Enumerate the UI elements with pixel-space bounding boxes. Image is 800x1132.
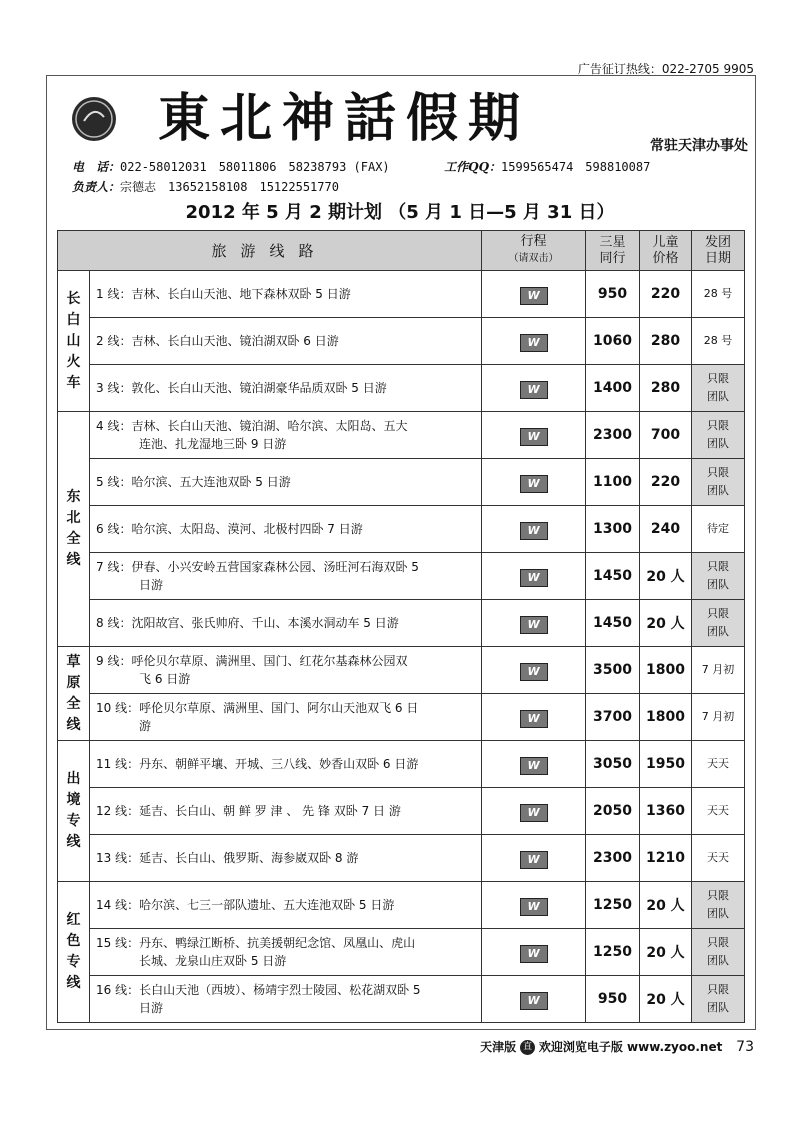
adult-price: 1400 [586, 365, 640, 412]
word-doc-icon[interactable]: W [520, 334, 548, 352]
route-text: 1 线：吉林、长白山天池、地下森林双卧 5 日游 [96, 287, 351, 301]
header-route: 旅游线路 [58, 231, 482, 271]
departure-date [692, 976, 745, 1023]
manager-value: 宗德志 13652158108 15122551770 [120, 180, 339, 194]
route-cell [90, 647, 482, 694]
route-text-cont: 长城、龙泉山庄双卧 5 日游 [139, 954, 287, 968]
adult-price: 1250 [586, 929, 640, 976]
word-doc-icon[interactable]: W [520, 381, 548, 399]
date-text: 只限 [707, 936, 730, 949]
itinerary-cell[interactable] [482, 741, 586, 788]
child-price: 280 [640, 365, 692, 412]
table-row [58, 882, 745, 929]
word-doc-icon[interactable]: W [520, 287, 548, 305]
table-row [58, 271, 745, 318]
date-text: 只限 [707, 372, 730, 385]
word-doc-icon[interactable]: W [520, 522, 548, 540]
route-text-cont: 游 [139, 719, 152, 733]
departure-date [692, 929, 745, 976]
table-row [58, 647, 745, 694]
departure-date [692, 318, 745, 365]
footer [480, 1038, 754, 1055]
route-text: 10 线：呼伦贝尔草原、满洲里、国门、阿尔山天池双飞 6 日 [96, 701, 419, 715]
table-row [58, 412, 745, 459]
child-price: 1800 [640, 647, 692, 694]
phone-value: 022-58012031 58011806 58238793 (FAX) [120, 160, 390, 174]
route-text: 4 线：吉林、长白山天池、镜泊湖、哈尔滨、太阳岛、五大 [96, 419, 408, 433]
qq-label: 工作QQ： [444, 160, 502, 174]
brand-logo-icon [70, 95, 118, 143]
word-doc-icon[interactable]: W [520, 898, 548, 916]
header-adult-1: 三星 [599, 234, 626, 250]
header-child-1: 儿童 [652, 234, 679, 250]
ad-hotline: 广告征订热线：022-2705 9905 [577, 62, 754, 76]
category-label [58, 647, 90, 741]
route-text: 8 线：沈阳故宫、张氏帅府、千山、本溪水洞动车 5 日游 [96, 616, 399, 630]
departure-date [692, 271, 745, 318]
contact-phone [72, 158, 650, 175]
header-child-2: 价格 [652, 250, 679, 266]
route-cell [90, 788, 482, 835]
adult-price: 1450 [586, 600, 640, 647]
table-header-row [58, 231, 745, 271]
header-adult-price [586, 231, 640, 271]
table-row [58, 694, 745, 741]
route-text: 11 线：丹东、朝鲜平壤、开城、三八线、妙香山双卧 6 日游 [96, 757, 419, 771]
table-row [58, 976, 745, 1023]
word-doc-icon[interactable]: W [520, 804, 548, 822]
word-doc-icon[interactable]: W [520, 992, 548, 1010]
category-text: 东北全线 [66, 489, 81, 568]
departure-date [692, 788, 745, 835]
route-text-cont: 飞 6 日游 [139, 672, 191, 686]
date-text: 天天 [707, 804, 730, 817]
table-row [58, 553, 745, 600]
route-cell [90, 600, 482, 647]
adult-price: 2050 [586, 788, 640, 835]
itinerary-cell[interactable] [482, 600, 586, 647]
route-cell [90, 741, 482, 788]
itinerary-cell[interactable] [482, 647, 586, 694]
child-price: 20 人 [640, 882, 692, 929]
word-doc-icon[interactable]: W [520, 616, 548, 634]
adult-price: 1300 [586, 506, 640, 553]
contact-manager [72, 178, 339, 195]
child-price: 1210 [640, 835, 692, 882]
adult-price: 2300 [586, 835, 640, 882]
qq-value: 1599565474 598810087 [501, 160, 651, 174]
header-date-2: 日期 [705, 250, 732, 266]
route-cell [90, 553, 482, 600]
route-text-cont: 日游 [139, 1001, 164, 1015]
itinerary-cell[interactable] [482, 318, 586, 365]
adult-price: 950 [586, 271, 640, 318]
date-text: 只限 [707, 560, 730, 573]
route-cell [90, 694, 482, 741]
table-row [58, 506, 745, 553]
date-text: 只限 [707, 466, 730, 479]
child-price: 220 [640, 459, 692, 506]
route-text: 3 线：敦化、长白山天池、镜泊湖豪华品质双卧 5 日游 [96, 381, 387, 395]
header-date-1: 发团 [705, 234, 732, 250]
table-row [58, 600, 745, 647]
departure-date [692, 459, 745, 506]
page-number: 73 [736, 1039, 754, 1055]
itinerary-cell[interactable] [482, 412, 586, 459]
route-text: 15 线：丹东、鸭绿江断桥、抗美援朝纪念馆、凤凰山、虎山 [96, 936, 416, 950]
date-text: 28 号 [703, 287, 733, 300]
word-doc-icon[interactable]: W [520, 945, 548, 963]
word-doc-icon[interactable]: W [520, 428, 548, 446]
departure-date [692, 553, 745, 600]
office-label: 常驻天津办事处 [650, 138, 748, 154]
itinerary-cell[interactable] [482, 553, 586, 600]
itinerary-cell[interactable] [482, 929, 586, 976]
category-label [58, 882, 90, 1023]
word-doc-icon[interactable]: W [520, 569, 548, 587]
date-text: 只限 [707, 419, 730, 432]
date-text: 天天 [707, 757, 730, 770]
category-label [58, 271, 90, 412]
date-text: 只限 [707, 889, 730, 902]
table-row [58, 788, 745, 835]
date-text: 28 号 [703, 334, 733, 347]
route-text: 13 线：延吉、长白山、俄罗斯、海参崴双卧 8 游 [96, 851, 359, 865]
adult-price: 1450 [586, 553, 640, 600]
child-price: 1950 [640, 741, 692, 788]
child-price: 20 人 [640, 553, 692, 600]
footer-badge-icon: 直 [520, 1040, 535, 1055]
route-cell [90, 412, 482, 459]
word-doc-icon[interactable]: W [520, 757, 548, 775]
departure-date [692, 741, 745, 788]
adult-price: 3700 [586, 694, 640, 741]
departure-date [692, 412, 745, 459]
route-text: 12 线：延吉、长白山、朝 鲜 罗 津 、 先 锋 双卧 7 日 游 [96, 804, 401, 818]
date-text-2: 团队 [707, 390, 730, 403]
phone-label: 电 话： [72, 160, 121, 174]
route-text: 16 线：长白山天池（西坡）、杨靖宇烈士陵园、松花湖双卧 5 [96, 983, 421, 997]
itinerary-cell[interactable] [482, 459, 586, 506]
table-row [58, 459, 745, 506]
header-itinerary [482, 231, 586, 271]
route-text: 14 线：哈尔滨、七三一部队遗址、五大连池双卧 5 日游 [96, 898, 395, 912]
word-doc-icon[interactable]: W [520, 710, 548, 728]
route-text: 7 线：伊春、小兴安岭五营国家森林公园、汤旺河石海双卧 5 [96, 560, 419, 574]
adult-price: 1250 [586, 882, 640, 929]
departure-date [692, 835, 745, 882]
table-row [58, 835, 745, 882]
brand-title: 東北神話假期 [158, 88, 531, 149]
footer-edition: 天津版 [480, 1040, 517, 1054]
manager-label: 负责人： [72, 180, 121, 194]
adult-price: 2300 [586, 412, 640, 459]
footer-text: 欢迎浏览电子版 www.zyoo.net [538, 1040, 723, 1054]
routes-table [57, 230, 745, 1023]
departure-date [692, 506, 745, 553]
departure-date [692, 647, 745, 694]
word-doc-icon[interactable]: W [520, 851, 548, 869]
date-text-2: 团队 [707, 437, 730, 450]
header-adult-2: 同行 [599, 250, 626, 266]
route-cell [90, 365, 482, 412]
route-text: 2 线：吉林、长白山天池、镜泊湖双卧 6 日游 [96, 334, 339, 348]
child-price: 20 人 [640, 600, 692, 647]
adult-price: 3050 [586, 741, 640, 788]
date-text: 7 月初 [701, 663, 735, 676]
category-text: 长白山火车 [66, 290, 81, 391]
child-price: 700 [640, 412, 692, 459]
route-cell [90, 271, 482, 318]
adult-price: 1060 [586, 318, 640, 365]
route-text: 9 线：呼伦贝尔草原、满洲里、国门、红花尔基森林公园双 [96, 654, 408, 668]
date-text-2: 团队 [707, 484, 730, 497]
route-cell [90, 835, 482, 882]
route-cell [90, 459, 482, 506]
word-doc-icon[interactable]: W [520, 475, 548, 493]
date-text: 待定 [707, 522, 730, 535]
itinerary-cell[interactable] [482, 788, 586, 835]
child-price: 20 人 [640, 976, 692, 1023]
date-text: 只限 [707, 607, 730, 620]
category-label [58, 741, 90, 882]
child-price: 1360 [640, 788, 692, 835]
route-cell [90, 318, 482, 365]
route-text: 5 线：哈尔滨、五大连池双卧 5 日游 [96, 475, 291, 489]
table-row [58, 365, 745, 412]
route-text-cont: 日游 [139, 578, 164, 592]
departure-date [692, 882, 745, 929]
itinerary-cell[interactable] [482, 271, 586, 318]
route-cell [90, 506, 482, 553]
child-price: 280 [640, 318, 692, 365]
adult-price: 3500 [586, 647, 640, 694]
itinerary-cell[interactable] [482, 976, 586, 1023]
date-text-2: 团队 [707, 954, 730, 967]
table-row [58, 929, 745, 976]
itinerary-cell[interactable] [482, 694, 586, 741]
departure-date [692, 694, 745, 741]
header-itinerary-label: 行程 [520, 234, 547, 249]
header-departure [692, 231, 745, 271]
header-child-price [640, 231, 692, 271]
route-cell [90, 976, 482, 1023]
adult-price: 1100 [586, 459, 640, 506]
category-text: 草原全线 [66, 653, 81, 733]
date-text: 只限 [707, 983, 730, 996]
route-cell [90, 929, 482, 976]
date-text-2: 团队 [707, 1001, 730, 1014]
itinerary-cell[interactable] [482, 835, 586, 882]
table-row [58, 741, 745, 788]
category-text: 出境专线 [66, 771, 81, 850]
adult-price: 950 [586, 976, 640, 1023]
plan-title: 2012 年 5 月 2 期计划 （5 月 1 日—5 月 31 日） [185, 202, 615, 223]
category-label [58, 412, 90, 647]
child-price: 240 [640, 506, 692, 553]
word-doc-icon[interactable]: W [520, 663, 548, 681]
date-text-2: 团队 [707, 578, 730, 591]
date-text: 天天 [707, 851, 730, 864]
route-cell [90, 882, 482, 929]
child-price: 1800 [640, 694, 692, 741]
header-itinerary-sub: （请双击） [508, 253, 559, 264]
table-row [58, 318, 745, 365]
itinerary-cell[interactable] [482, 882, 586, 929]
itinerary-cell[interactable] [482, 506, 586, 553]
itinerary-cell[interactable] [482, 365, 586, 412]
departure-date [692, 365, 745, 412]
departure-date [692, 600, 745, 647]
category-text: 红色专线 [66, 912, 81, 991]
child-price: 220 [640, 271, 692, 318]
date-text: 7 月初 [701, 710, 735, 723]
date-text-2: 团队 [707, 625, 730, 638]
date-text-2: 团队 [707, 907, 730, 920]
child-price: 20 人 [640, 929, 692, 976]
route-text: 6 线：哈尔滨、太阳岛、漠河、北极村四卧 7 日游 [96, 522, 363, 536]
route-text-cont: 连池、扎龙湿地三卧 9 日游 [139, 437, 287, 451]
